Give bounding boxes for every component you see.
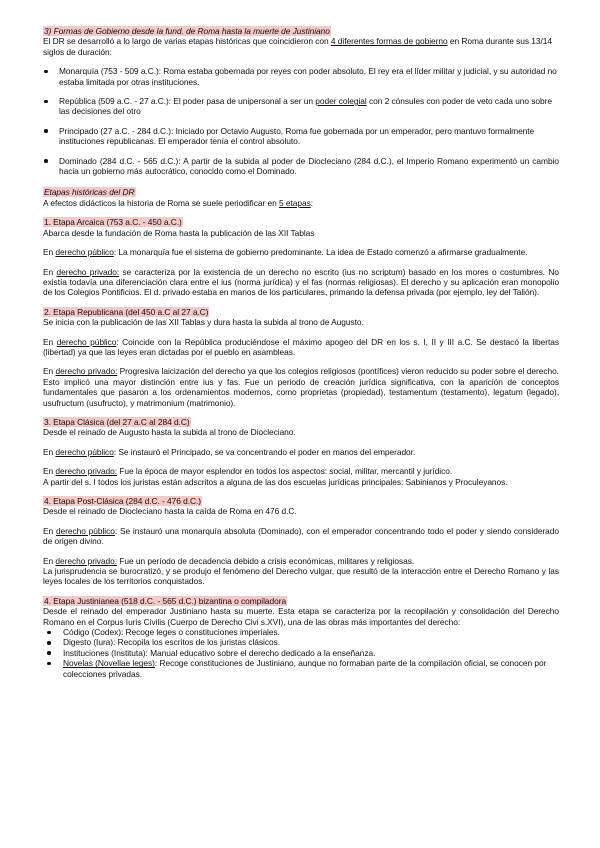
etapas-heading-text: Etapas históricas del DR [44,187,135,198]
etapas-intro [43,198,559,208]
compilation-item-text: : Recoge constituciones de Justiniano, aunque no formaban parte de la compilación oficial, se conocen por colecciones privadas. [63,658,547,679]
stage-block [43,337,559,358]
stage-summary: Se inicia con la publicación de las XII Tablas y dura hasta la subida al trono de Augusto. [43,317,364,328]
form-item-principado: Principado (27 a.C. - 284 d.C.): Iniciado por Octavio Augusto, Roma fue gobernada por un emperador, pero mantuvo formalmente instituciones republicanas. El emperador tenía el control absoluto. [43,126,559,147]
compilation-item-label: Digesto (Iura) [63,637,114,648]
stage-title [43,217,559,227]
form-item-dominado: Dominado (284 d.C. - 565 d.C.): A partir de la subida al poder de Diocleciano (284 d.C.), el Imperio Romano experimentó un cambio hacia un gobierno más autocrático, conocido como el Dominado. [43,156,559,177]
paragraph-label: derecho público [55,525,115,536]
stage-paragraph [43,337,559,358]
form-item-text-end: con 2 cónsules con poder de veto cada uno sobre las decisiones del otro [59,96,552,117]
stage-block [43,247,559,257]
compilation-item [43,627,559,637]
stage-title-text: 4. Etapa Post-Clásica (284 d.C. - 476 d.C.) [44,496,202,506]
paragraph-lead: En [43,336,57,347]
compilation-item [43,637,559,647]
stage-section [43,417,559,487]
compilation-list [43,627,559,679]
stage-section [43,217,559,297]
paragraph-text: : Se instauró una monarquía absoluta (Dominado), con el emperador concentrando todo el poder y siendo considerado de origen divino. [43,525,560,547]
stages-container [43,217,559,587]
stage-paragraph [43,366,559,408]
stage-paragraph [43,267,559,298]
forms-list [43,66,559,176]
form-item-monarquia: Monarquía (753 - 509 a.C.): Roma estaba gobernada por reyes con poder absoluto. El rey era el líder militar y judicial, y su autoridad no estaba limitada por otras instituciones. [43,66,559,87]
stage-summary: Desde el reinado del emperador Justiniano hasta su muerte. Esta etapa se caracteriza por la recopilación y consolidación del Derecho Romano en el Corpus Iuris Civilis (Cuerpo de Derecho Civi s.XVI), una de las obras más importantes del derecho: [43,606,559,627]
form-item-underlined: poder colegial [315,96,367,107]
paragraph-text: : Coincide con la República produciéndose el máximo apogeo del DR en los s. I, II y III a.C. Se destacó la libertas (libertad) ya que las leyes eran dictadas por el pueblo en asambleas. [43,336,560,357]
stage-summary: Abarca desde la fundación de Roma hasta la publicación de las XII Tablas [43,227,315,238]
paragraph-lead: En [43,525,56,536]
paragraph-lead: En [43,466,56,477]
stage-title [43,596,559,606]
intro-paragraph [43,36,559,57]
stage-title-text: 3. Etapa Clásica (del 27 a.C al 284 d.C) [44,416,190,427]
etapas-intro-underlined: 5 etapas [278,197,311,208]
form-item-republica [43,96,559,117]
compilation-item-label: Novelas (Novellae leges) [63,658,155,669]
compilation-item-text: : Recopila los escritos de los juristas clásicos. [113,637,281,648]
form-item-text: República (509 a.C. - 27 a.C.): El poder pasa de unipersonal a ser un [59,96,316,107]
document-page [43,26,559,679]
etapas-intro-text: A efectos didácticos la historia de Roma se suele periodificar en [43,197,279,208]
stage-title [43,307,559,317]
stage-title [43,417,559,427]
stage-paragraph [43,466,559,476]
intro-text-end: en Roma durante sus 13/14 siglos de duración: [43,36,552,57]
paragraph-label: derecho privado: [55,366,118,377]
compilation-item [43,658,559,679]
stage-section [43,496,559,587]
paragraph-label: derecho privado: [56,266,120,277]
stage-block [43,466,559,487]
stage-title [43,496,559,506]
paragraph-lead: En [43,366,56,377]
stage-block [43,366,559,408]
paragraph-text: Progresiva laicización del derecho ya que los colegios religiosos (pontífices) vieron reducido su poder sobre el derecho. Esto implicó una mayor distinción entre ius y fas. Fue un periodo de creación jurídica significativa, con la aparición de conceptos fundamentales que pasaron a los ordenamientos modernos, como proprietas (propiedad), testamentum (testamento), legatum (legado), usufructum (usufructo), y matrimonium (matrimonio). [43,366,559,408]
paragraph-label: derecho público [55,247,114,258]
stage-section [43,307,559,408]
paragraph-lead: En [43,247,56,258]
paragraph-label: derecho público [55,446,114,457]
section-heading [43,26,559,36]
stage-block [43,267,559,298]
stage-block [43,447,559,457]
stage-paragraph [43,447,559,457]
paragraph-text: Fue un período de decadencia debido a crisis económicas, militares y religiosas. [117,555,415,566]
paragraph-label: derecho privado: [55,555,118,566]
stage-summary: Desde el reinado de Diocleciano hasta la caída de Roma en 476 d.C. [43,506,297,517]
compilation-item-label: Código (Codex) [63,627,121,638]
paragraph-lead: En [43,266,57,277]
stage-block [43,556,559,587]
stage-title-text: 4. Etapa Justinianea (518 d.C. - 565 d.C.) bizantina o compiladora [44,595,287,606]
stage-summary: Desde el reinado de Augusto hasta la subida al trono de Diocleciano. [43,427,296,438]
etapas-heading [43,187,559,197]
etapas-intro-text-end: : [310,197,313,208]
section-heading-text: 3) Formas de Gobierno desde la fund. de Roma hasta la muerte de Justiniano [44,26,330,36]
compilation-item-label: Instituciones (Instituta) [63,647,146,658]
paragraph-text: Fue la época de mayor esplendor en todos los aspectos: social, militar, mercantil y jurídico. [117,466,453,477]
paragraph-text: : La monarquía fue el sistema de gobierno predominante. La idea de Estado comenzó a afirmarse gradualmente. [113,247,528,258]
stage-justinianea [43,596,559,679]
paragraph-lead: En [43,555,56,566]
stage-paragraph [43,556,559,566]
paragraph-label: derecho público [56,336,117,347]
stage-paragraph [43,247,559,257]
intro-underlined: 4 diferentes formas de gobierno [330,36,448,47]
paragraph-lead: En [43,446,56,457]
paragraph-label: derecho privado: [55,466,118,477]
stage-paragraph [43,526,559,547]
intro-text: El DR se desarrolló a lo largo de varias etapas históricas que coincidieron con [43,36,331,47]
paragraph-text: se caracteriza por la existencia de un derecho no escrito (ius no scriptum) basado en los mores o costumbres. No existía todavía una diferenciación clara entre el ius (norma jurídica) y el fas (normas religiosas). El derecho y su aplicación eran monopolio de los Colegios Pontificios. El d. privado estaba en manos de los particulares, primando la defensa privada (por ejemplo, ley del Talión). [43,266,560,298]
stage-title-text: 2. Etapa Republicana (del 450 a.C al 27 a.C) [44,306,209,317]
stage-block [43,526,559,547]
compilation-item-text: : Manual educativo sobre el derecho dedicado a la enseñanza. [145,647,376,658]
compilation-item-text: : Recoge leges o constituciones imperiales. [120,627,280,638]
stage-paragraph: La jurisprudencia se burocratizó, y se produjo el fenómeno del Derecho vulgar, que resultó de la interacción entre el Derecho Romano y las leyes locales de los territorios conquistados. [43,566,559,587]
stage-title-text: 1. Etapa Arcaica (753 a.C. - 450 a.C.) [44,217,182,228]
compilation-item [43,648,559,658]
stage-paragraph: A partir del s. I todos los juristas están adscritos a alguna de las dos escuelas jurídicas principales: Sabinianos y Proculeyanos. [43,476,508,487]
paragraph-text: : Se instauró el Principado, se va concentrando el poder en manos del emperador. [113,446,416,457]
